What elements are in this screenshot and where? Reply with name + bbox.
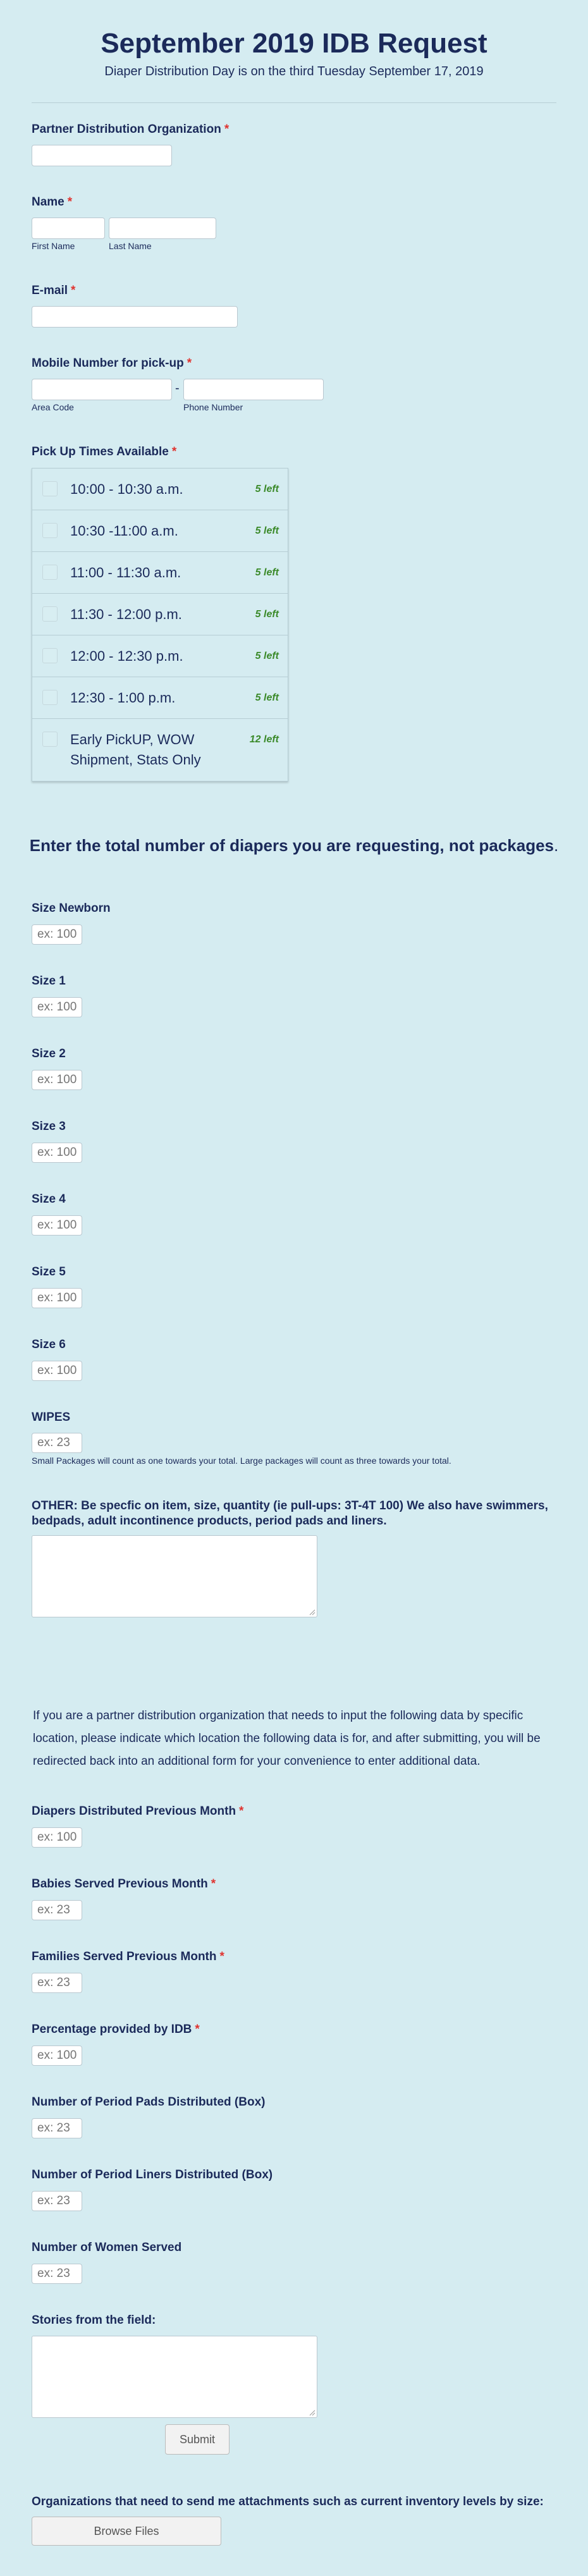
mobile-label: Mobile Number for pick-up * bbox=[32, 357, 192, 370]
pickup-option[interactable]: 10:30 -11:00 a.m. 5 left bbox=[32, 510, 288, 552]
wipes-note: Small Packages will count as one towards your total. Large packages will count as three towards your total. bbox=[32, 1456, 451, 1466]
slots-left-badge: 5 left bbox=[255, 609, 279, 620]
checkbox-icon[interactable] bbox=[42, 606, 58, 622]
other-textarea[interactable] bbox=[32, 1535, 317, 1617]
slots-left-badge: 5 left bbox=[255, 567, 279, 578]
email-label: E-mail * bbox=[32, 284, 76, 297]
families-served-input[interactable] bbox=[32, 1973, 82, 1993]
submit-button[interactable]: Submit bbox=[165, 2424, 230, 2455]
size-5-label: Size 5 bbox=[32, 1265, 66, 1279]
phone-separator: - bbox=[175, 381, 180, 395]
required-marker: * bbox=[219, 1950, 224, 1963]
last-name-sublabel: Last Name bbox=[109, 241, 152, 251]
families-served-label: Families Served Previous Month * bbox=[32, 1950, 224, 1963]
stories-textarea[interactable] bbox=[32, 2336, 317, 2418]
pickup-option[interactable]: 12:00 - 12:30 p.m. 5 left bbox=[32, 635, 288, 677]
partner-org-label: Partner Distribution Organization * bbox=[32, 123, 230, 136]
checkbox-icon[interactable] bbox=[42, 565, 58, 580]
area-code-sublabel: Area Code bbox=[32, 402, 74, 412]
form-subtitle: Diaper Distribution Day is on the third Tuesday September 17, 2019 bbox=[104, 64, 484, 78]
wipes-input[interactable] bbox=[32, 1433, 82, 1453]
required-marker: * bbox=[71, 284, 76, 297]
size-3-label: Size 3 bbox=[32, 1120, 66, 1133]
pickup-option[interactable]: 12:30 - 1:00 p.m. 5 left bbox=[32, 677, 288, 719]
size-2-label: Size 2 bbox=[32, 1047, 66, 1060]
size-6-input[interactable] bbox=[32, 1361, 82, 1381]
wipes-label: WIPES bbox=[32, 1411, 71, 1424]
required-marker: * bbox=[171, 445, 177, 458]
size-3-input[interactable] bbox=[32, 1143, 82, 1163]
women-served-label: Number of Women Served bbox=[32, 2241, 182, 2254]
slots-left-badge: 5 left bbox=[255, 484, 279, 494]
checkbox-icon[interactable] bbox=[42, 523, 58, 538]
checkbox-icon[interactable] bbox=[42, 648, 58, 663]
size-4-input[interactable] bbox=[32, 1215, 82, 1236]
percentage-idb-label: Percentage provided by IDB * bbox=[32, 2023, 200, 2036]
resize-handle-icon[interactable] bbox=[309, 2410, 315, 2416]
size-5-input[interactable] bbox=[32, 1288, 82, 1308]
required-marker: * bbox=[67, 195, 73, 209]
pickup-label: Pick Up Times Available * bbox=[32, 445, 177, 458]
partner-note: If you are a partner distribution organization that needs to input the following data by specific location, please indicate which location the following data is for, and after submitting, you will be redirected back into an additional form for your convenience to enter additional data. bbox=[33, 1709, 541, 1768]
header-divider bbox=[32, 102, 556, 103]
email-input[interactable] bbox=[32, 306, 238, 328]
pickup-options-list bbox=[32, 468, 288, 782]
period-liners-label: Number of Period Liners Distributed (Box) bbox=[32, 2168, 273, 2181]
browse-files-button[interactable]: Browse Files bbox=[32, 2517, 221, 2546]
size-6-label: Size 6 bbox=[32, 1338, 66, 1351]
pickup-option[interactable]: 11:00 - 11:30 a.m. 5 left bbox=[32, 552, 288, 594]
first-name-input[interactable] bbox=[32, 218, 105, 239]
form-title: September 2019 IDB Request bbox=[101, 28, 487, 59]
slots-left-badge: 5 left bbox=[255, 692, 279, 703]
resize-handle-icon[interactable] bbox=[309, 1609, 315, 1616]
partner-org-input[interactable] bbox=[32, 145, 172, 166]
first-name-sublabel: First Name bbox=[32, 241, 75, 251]
slots-left-badge: 5 left bbox=[255, 651, 279, 661]
babies-served-label: Babies Served Previous Month * bbox=[32, 1877, 216, 1891]
other-label: OTHER: Be specfic on item, size, quantity (ie pull-ups: 3T-4T 100) We also have swimmers, bedpads, adult incontinence products, period pads and liners. bbox=[32, 1499, 548, 1528]
checkbox-icon[interactable] bbox=[42, 732, 58, 747]
checkbox-icon[interactable] bbox=[42, 481, 58, 496]
size-4-label: Size 4 bbox=[32, 1193, 66, 1206]
diapers-distributed-input[interactable] bbox=[32, 1827, 82, 1848]
required-marker: * bbox=[239, 1805, 244, 1818]
required-marker: * bbox=[195, 2023, 200, 2036]
size-newborn-label: Size Newborn bbox=[32, 902, 111, 915]
size-2-input[interactable] bbox=[32, 1070, 82, 1090]
period-pads-label: Number of Period Pads Distributed (Box) bbox=[32, 2095, 266, 2109]
required-marker: * bbox=[187, 357, 192, 370]
pickup-option[interactable]: 11:30 - 12:00 p.m. 5 left bbox=[32, 594, 288, 635]
slots-left-badge: 5 left bbox=[255, 525, 279, 536]
phone-number-input[interactable] bbox=[183, 379, 324, 400]
required-marker: * bbox=[224, 123, 230, 136]
name-label: Name * bbox=[32, 195, 73, 209]
pickup-option[interactable]: Early PickUP, WOW Shipment, Stats Only 12 left bbox=[32, 719, 288, 781]
size-1-label: Size 1 bbox=[32, 974, 66, 988]
checkbox-icon[interactable] bbox=[42, 690, 58, 705]
area-code-input[interactable] bbox=[32, 379, 172, 400]
slots-left-badge: 12 left bbox=[249, 734, 279, 745]
period-pads-input[interactable] bbox=[32, 2118, 82, 2138]
percentage-idb-input[interactable] bbox=[32, 2045, 82, 2066]
period-liners-input[interactable] bbox=[32, 2191, 82, 2211]
size-1-input[interactable] bbox=[32, 997, 82, 1017]
stories-label: Stories from the field: bbox=[32, 2314, 156, 2327]
required-marker: * bbox=[211, 1877, 216, 1891]
last-name-input[interactable] bbox=[109, 218, 216, 239]
women-served-input[interactable] bbox=[32, 2264, 82, 2284]
diapers-heading: Enter the total number of diapers you are requesting, not packages. bbox=[29, 836, 559, 855]
pickup-option[interactable]: 10:00 - 10:30 a.m. 5 left bbox=[32, 469, 288, 510]
diapers-distributed-label: Diapers Distributed Previous Month * bbox=[32, 1805, 244, 1818]
babies-served-input[interactable] bbox=[32, 1900, 82, 1920]
size-newborn-input[interactable] bbox=[32, 924, 82, 945]
phone-number-sublabel: Phone Number bbox=[183, 402, 243, 412]
attachments-label: Organizations that need to send me attachments such as current inventory levels by size: bbox=[32, 2495, 544, 2508]
